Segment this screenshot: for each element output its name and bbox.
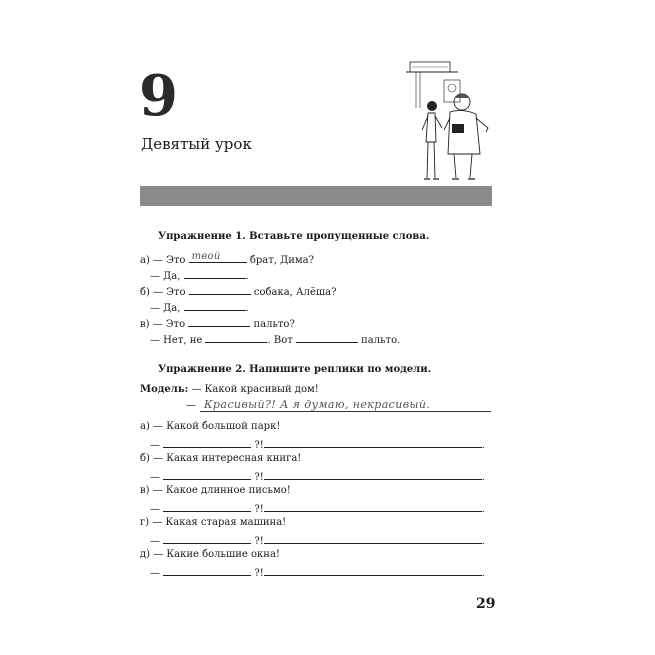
model-dash: — (186, 400, 196, 411)
ex2-item-e-answer: — ?! . (150, 568, 485, 579)
ex2-item-e-question: д) — Какие большие окна! (140, 549, 280, 560)
ex2-item-d-answer: — ?! . (150, 536, 485, 547)
ex2-item-a-answer: — ?! . (150, 440, 485, 451)
answer-blank[interactable] (264, 438, 482, 448)
ex1-a-line2: — Да, . (150, 271, 249, 282)
ex2-item-d-question: г) — Какая старая машина! (140, 517, 287, 528)
ex1-c-line1: в) — Это пальто? (140, 319, 295, 330)
ex2-item-b-answer: — ?! . (150, 472, 485, 483)
handwritten-answer: твой (191, 251, 221, 262)
model-line1: Модель: — Какой красивый дом! (140, 384, 319, 395)
answer-blank[interactable] (163, 534, 251, 544)
ex1-c-line2: — Нет, не . Вот пальто. (150, 335, 401, 346)
answer-blank[interactable] (189, 285, 251, 295)
exercise-2-title: Упражнение 2. Напишите реплики по модели. (158, 364, 432, 375)
ex2-item-a-question: а) — Какой большой парк! (140, 421, 281, 432)
illustration-teacher-student (402, 58, 494, 184)
exercise-1-title: Упражнение 1. Вставьте пропущенные слова. (158, 231, 430, 242)
answer-blank[interactable] (184, 269, 246, 279)
answer-blank[interactable] (264, 534, 482, 544)
answer-blank[interactable] (189, 253, 247, 263)
lesson-number: 9 (139, 63, 178, 129)
answer-blank[interactable] (163, 502, 251, 512)
answer-blank[interactable] (188, 317, 250, 327)
answer-blank[interactable] (264, 566, 482, 576)
ex2-item-b-question: б) — Какая интересная книга! (140, 453, 302, 464)
ex1-b-line1: б) — Это собака, Алёша? (140, 287, 337, 298)
answer-blank[interactable] (264, 502, 482, 512)
answer-blank[interactable] (205, 333, 267, 343)
answer-blank[interactable] (296, 333, 358, 343)
ex1-b-line2: — Да, . (150, 303, 249, 314)
answer-blank[interactable] (264, 470, 482, 480)
header-band (140, 186, 492, 206)
ex2-item-c-answer: — ?! . (150, 504, 485, 515)
answer-blank[interactable] (163, 566, 251, 576)
answer-blank[interactable] (163, 438, 251, 448)
answer-blank[interactable] (163, 470, 251, 480)
answer-blank[interactable] (184, 301, 246, 311)
model-handwritten-answer: Красивый?! А я думаю, некрасивый. (204, 398, 431, 411)
page-number: 29 (476, 596, 496, 612)
ex2-item-c-question: в) — Какое длинное письмо! (140, 485, 291, 496)
ex1-a-line1: а) — Это твой брат, Дима? (140, 251, 314, 266)
lesson-title: Девятый урок (141, 135, 252, 153)
